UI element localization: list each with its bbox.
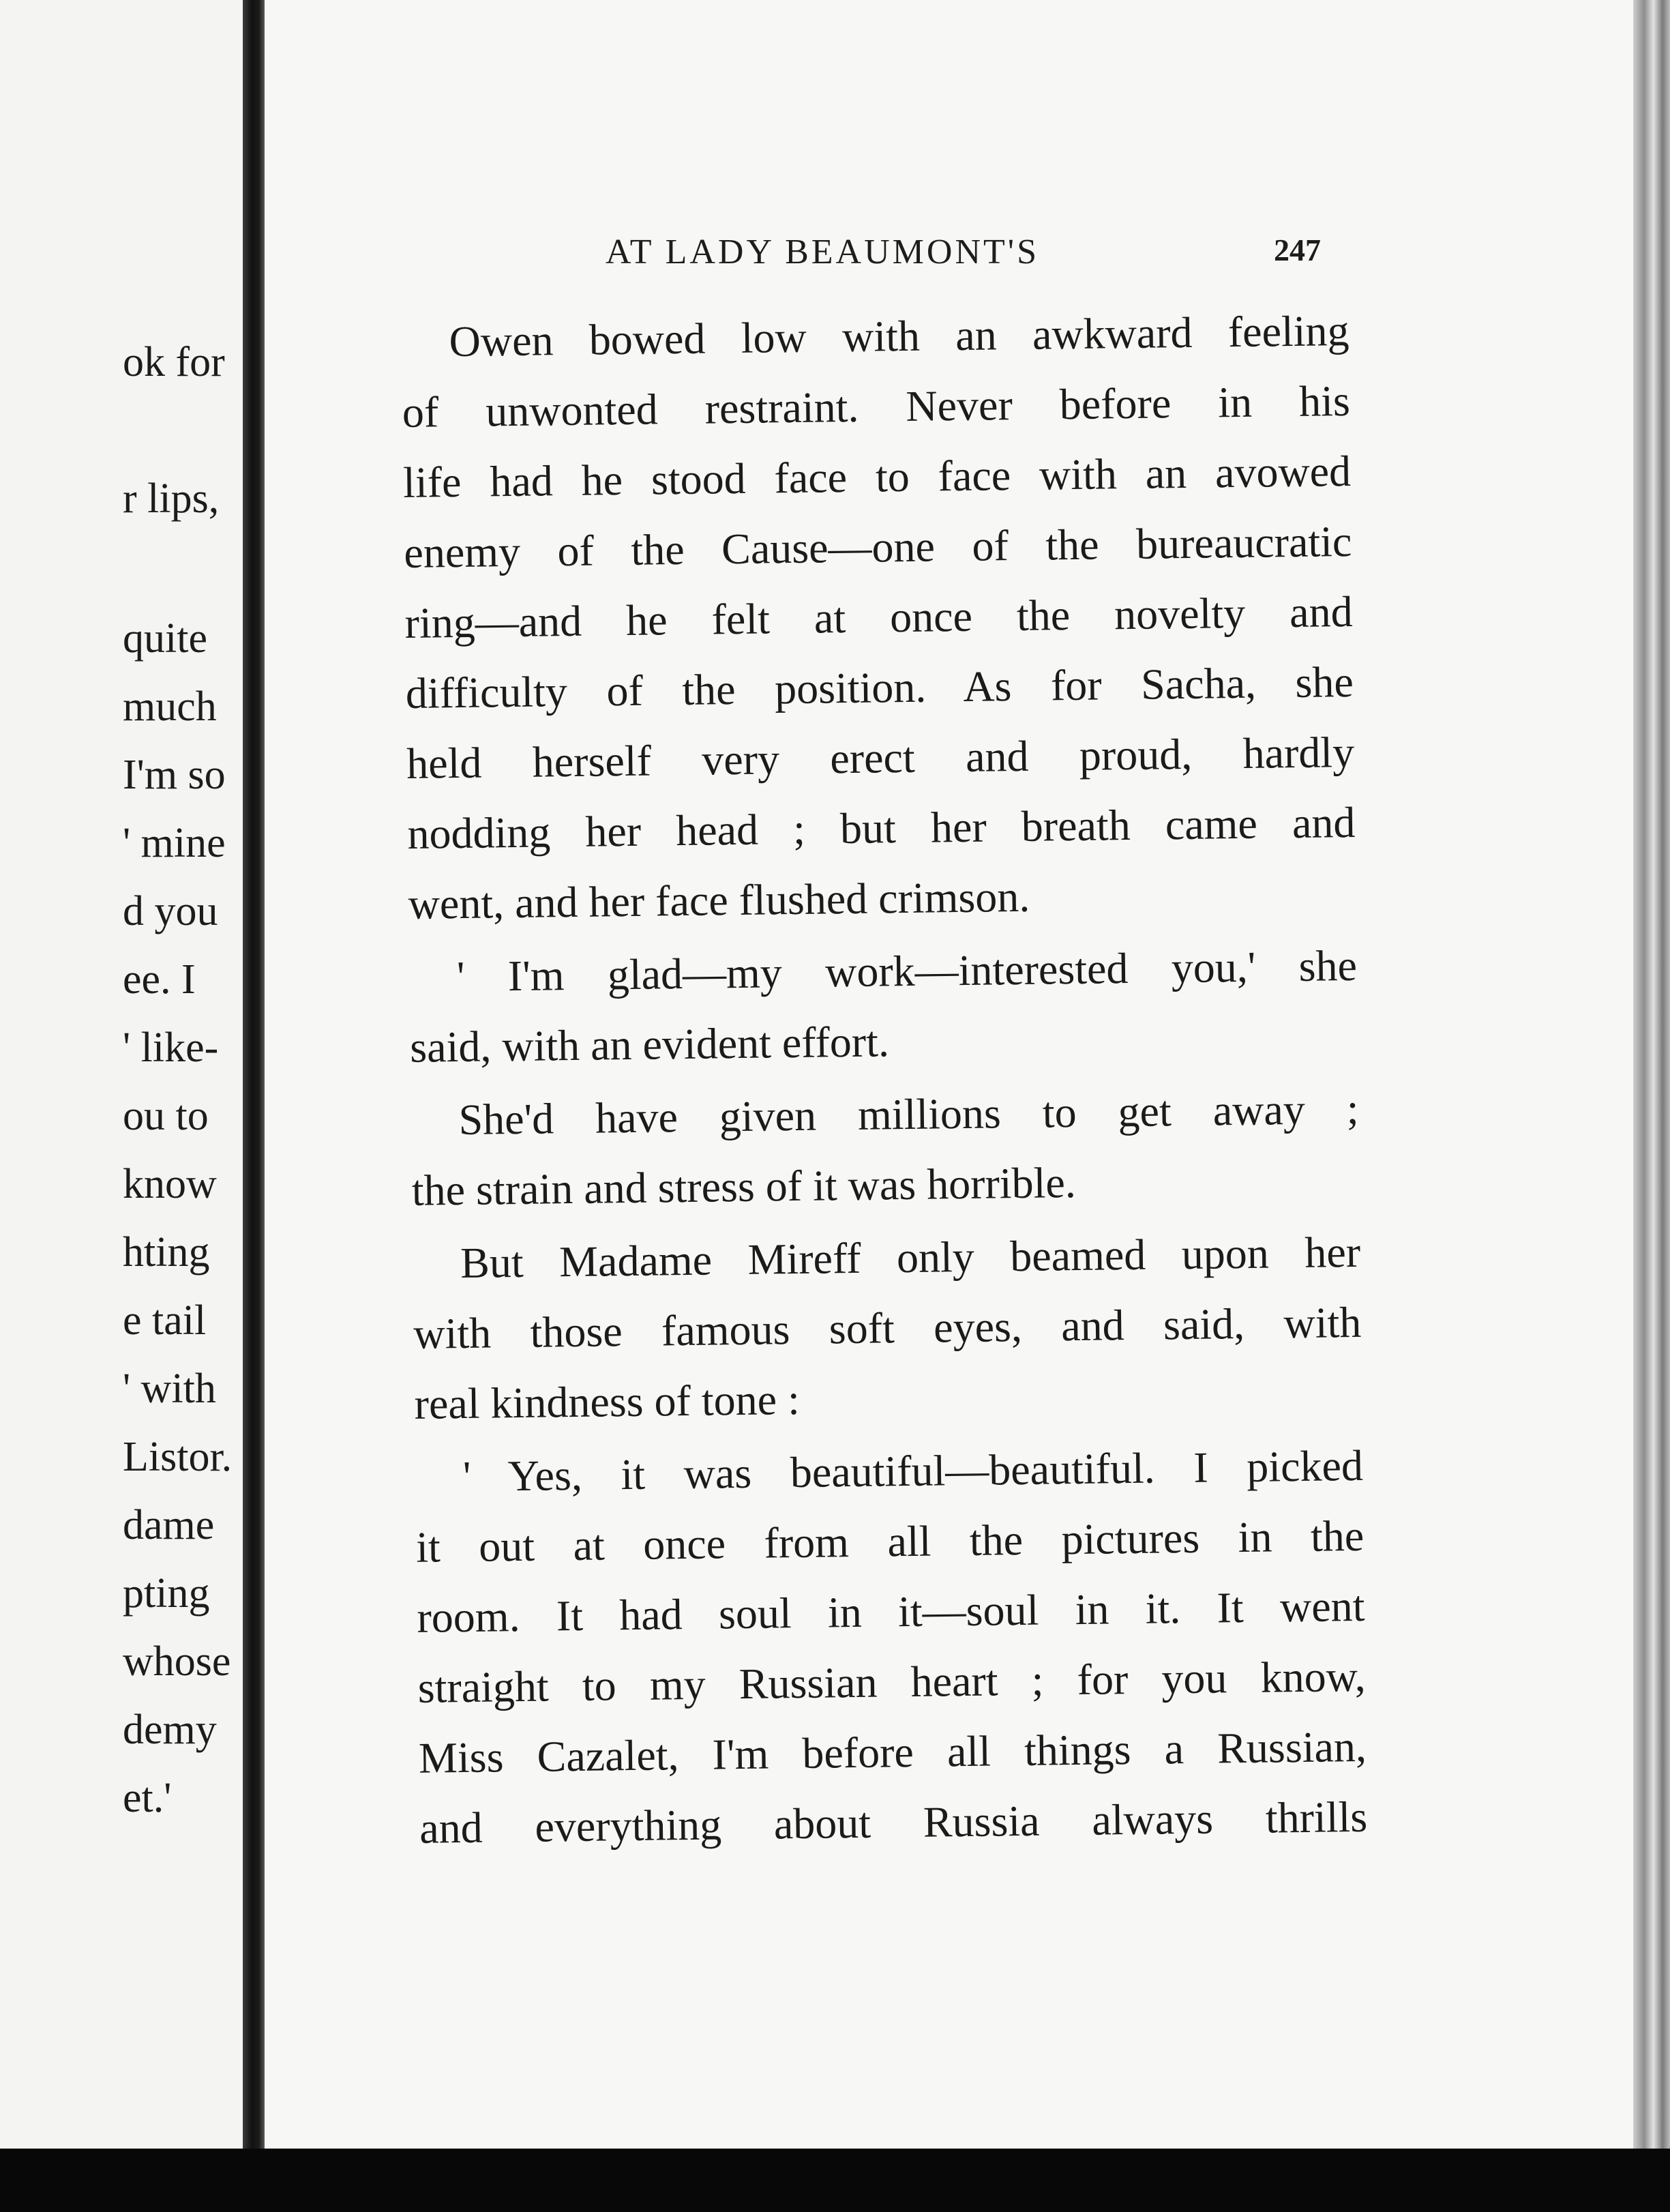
- left-page-line: I'm so: [123, 752, 226, 798]
- text-line: ' I'm glad—my work—interested you,' she: [456, 941, 1358, 1001]
- text-line: said, with an evident effort.: [409, 1017, 890, 1072]
- left-page-line: ' like-: [123, 1024, 219, 1071]
- text-line: nodding her head ; but her breath came and: [407, 797, 1356, 858]
- left-page-line: ' with: [123, 1366, 216, 1412]
- left-page-line: d you: [123, 888, 218, 934]
- text-line: life had he stood face to face with an avowed: [402, 447, 1352, 507]
- body-text: [401, 292, 1634, 1863]
- left-page-line: hting: [123, 1229, 210, 1275]
- text-line: it out at once from all the pictures in the: [415, 1511, 1365, 1572]
- text-line: ring—and he felt at once the novelty and: [404, 587, 1353, 647]
- text-line: of unwonted restraint. Never before in his: [402, 377, 1351, 437]
- text-line: ' Yes, it was beautiful—beautiful. I picked: [462, 1441, 1364, 1501]
- page-number: 247: [1274, 233, 1321, 267]
- left-page-line: et.': [123, 1775, 172, 1821]
- left-page-line: whose: [123, 1638, 231, 1685]
- left-page-line: ' mine: [123, 820, 226, 866]
- left-page-line: r lips,: [123, 475, 220, 522]
- text-line: the strain and stress of it was horrible.: [411, 1158, 1077, 1215]
- left-page-line: ou to: [123, 1093, 209, 1139]
- text-line: and everything about Russia always thrills: [419, 1792, 1368, 1853]
- left-page-line: ee. I: [123, 956, 196, 1003]
- left-page-line: know: [123, 1161, 217, 1207]
- text-line: with those famous soft eyes, and said, with: [413, 1297, 1362, 1358]
- left-page-line: Listor.: [123, 1434, 233, 1480]
- page-edge: [1633, 0, 1670, 2149]
- left-page-line: demy: [123, 1707, 217, 1753]
- text-line: enemy of the Cause—one of the bureaucratic: [403, 516, 1352, 577]
- left-page-line: dame: [123, 1502, 215, 1548]
- text-line: She'd have given millions to get away ;: [458, 1084, 1359, 1145]
- left-page-line: quite: [123, 615, 207, 662]
- left-page-line: e tail: [123, 1297, 207, 1344]
- text-line: room. It had soul in it—soul in it. It went: [417, 1581, 1365, 1642]
- text-line: held herself very erect and proud, hardly: [406, 727, 1355, 788]
- text-line: went, and her face flushed crimson.: [408, 872, 1030, 928]
- text-line: But Madame Mireff only beamed upon her: [460, 1227, 1361, 1288]
- running-head: AT LADY BEAUMONT'S: [606, 233, 1040, 271]
- left-page-line: much: [123, 683, 217, 730]
- book-gutter: [243, 0, 266, 2149]
- left-page-line: ok for: [123, 339, 225, 385]
- scan-bottom-border: [0, 2149, 1670, 2212]
- right-page: [265, 0, 1642, 2149]
- text-line: real kindness of tone :: [414, 1374, 801, 1428]
- text-line: Owen bowed low with an awkward feeling: [449, 306, 1350, 366]
- text-line: Miss Cazalet, I'm before all things a Russian,: [418, 1722, 1367, 1782]
- text-line: difficulty of the position. As for Sacha, she: [405, 657, 1354, 718]
- text-line: straight to my Russian heart ; for you know,: [417, 1651, 1367, 1712]
- left-page: [0, 0, 245, 2149]
- left-page-line: pting: [123, 1570, 210, 1617]
